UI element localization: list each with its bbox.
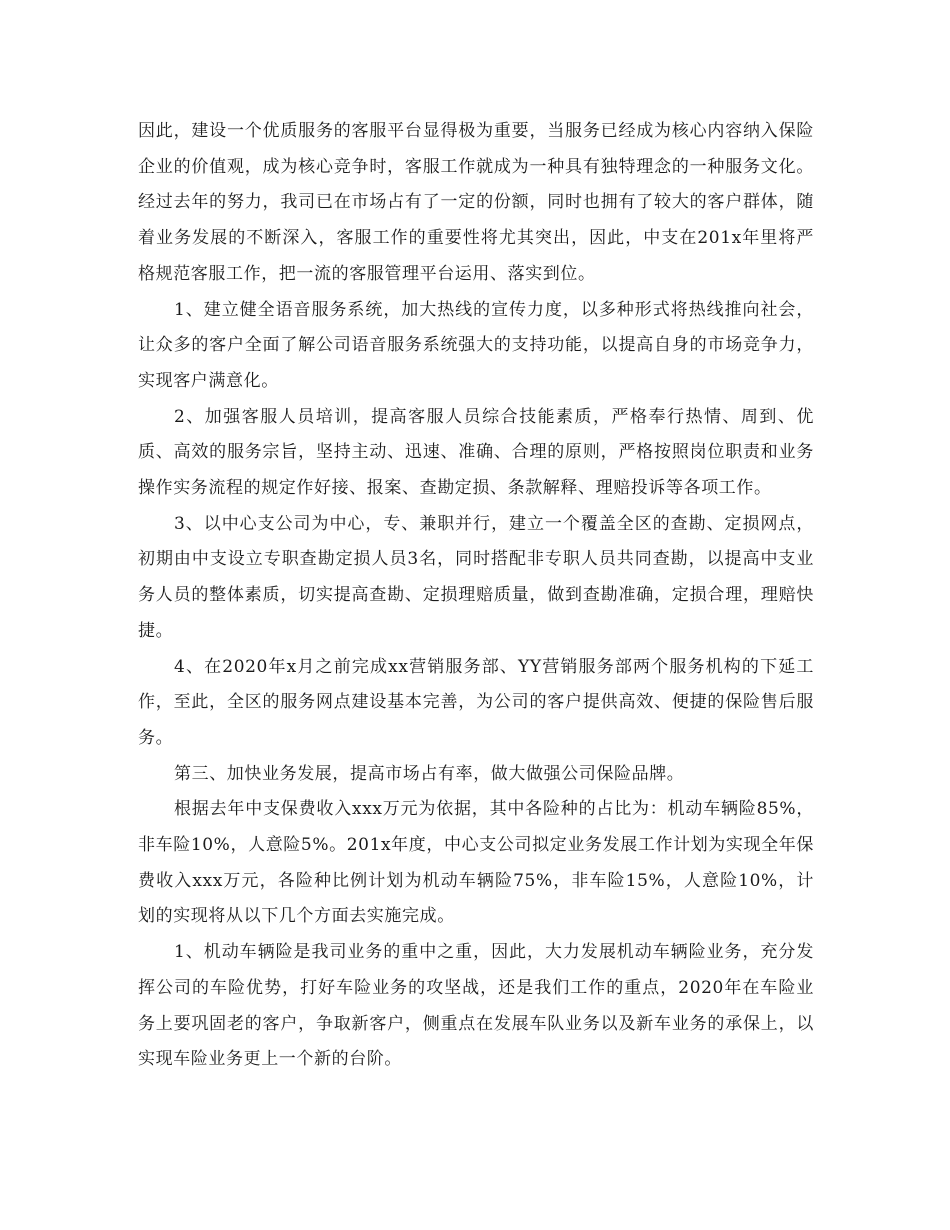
document-body (138, 114, 814, 1078)
paragraph-staff-training: 2、加强客服人员培训，提高客服人员综合技能素质，严格奉行热情、周到、优质、高效的服务宗旨，坚持主动、迅速、准确、合理的原则，严格按照岗位职责和业务操作实务流程的规定作好接、报案、查勘定损、条款解释、理赔投诉等各项工作。 (138, 406, 814, 499)
paragraph-voice-service-system: 1、建立健全语音服务系统，加大热线的宣传力度，以多种形式将热线推向社会，让众多的客户全面了解公司语音服务系统强大的支持功能，以提高自身的市场竞争力，实现客户满意化。 (138, 299, 814, 391)
paragraph-customer-service-platform: 因此，建设一个优质服务的客服平台显得极为重要，当服务已经成为核心内容纳入保险企业的价值观，成为核心竞争时，客服工作就成为一种具有独特理念的一种服务文化。经过去年的努力，我司已在市场占有了一定的份额，同时也拥有了较大的客户群体，随着业务发展的不断深入，客服工作的重要性将尤其突出，因此，中支在201x年里将严格规范客服工作，把一流的客服管理平台运用、落实到位。 (138, 121, 814, 284)
paragraph-service-outlets: 4、在2020年x月之前完成xx营销服务部、YY营销服务部两个服务机构的下延工作，至此，全区的服务网点建设基本完善，为公司的客户提供高效、便捷的保险售后服务。 (138, 656, 814, 748)
paragraph-motor-vehicle-insurance: 1、机动车辆险是我司业务的重中之重，因此，大力发展机动车辆险业务，充分发挥公司的车险优势，打好车险业务的攻坚战，还是我们工作的重点，2020年在车险业务上要巩固老的客户，争取新客户，侧重点在发展车队业务以及新车业务的承保上，以实现车险业务更上一个新的台阶。 (138, 942, 814, 1070)
section-heading-business-development: 第三、加快业务发展，提高市场占有率，做大做强公司保险品牌。 (174, 763, 685, 784)
paragraph-premium-plan: 根据去年中支保费收入xxx万元为依据，其中各险种的占比为：机动车辆险85%，非车险10%，人意险5%。201x年度，中心支公司拟定业务发展工作计划为实现全年保费收入xxx万元，各险种比例计划为机动车辆险75%，非车险15%，人意险10%，计划的实现将从以下几个方面去实施完成。 (138, 799, 814, 927)
paragraph-survey-network: 3、以中心支公司为中心，专、兼职并行，建立一个覆盖全区的查勘、定损网点，初期由中支设立专职查勘定损人员3名，同时搭配非专职人员共同查勘，以提高中支业务人员的整体素质，切实提高查勘、定损理赔质量，做到查勘准确，定损合理，理赔快捷。 (138, 513, 814, 641)
